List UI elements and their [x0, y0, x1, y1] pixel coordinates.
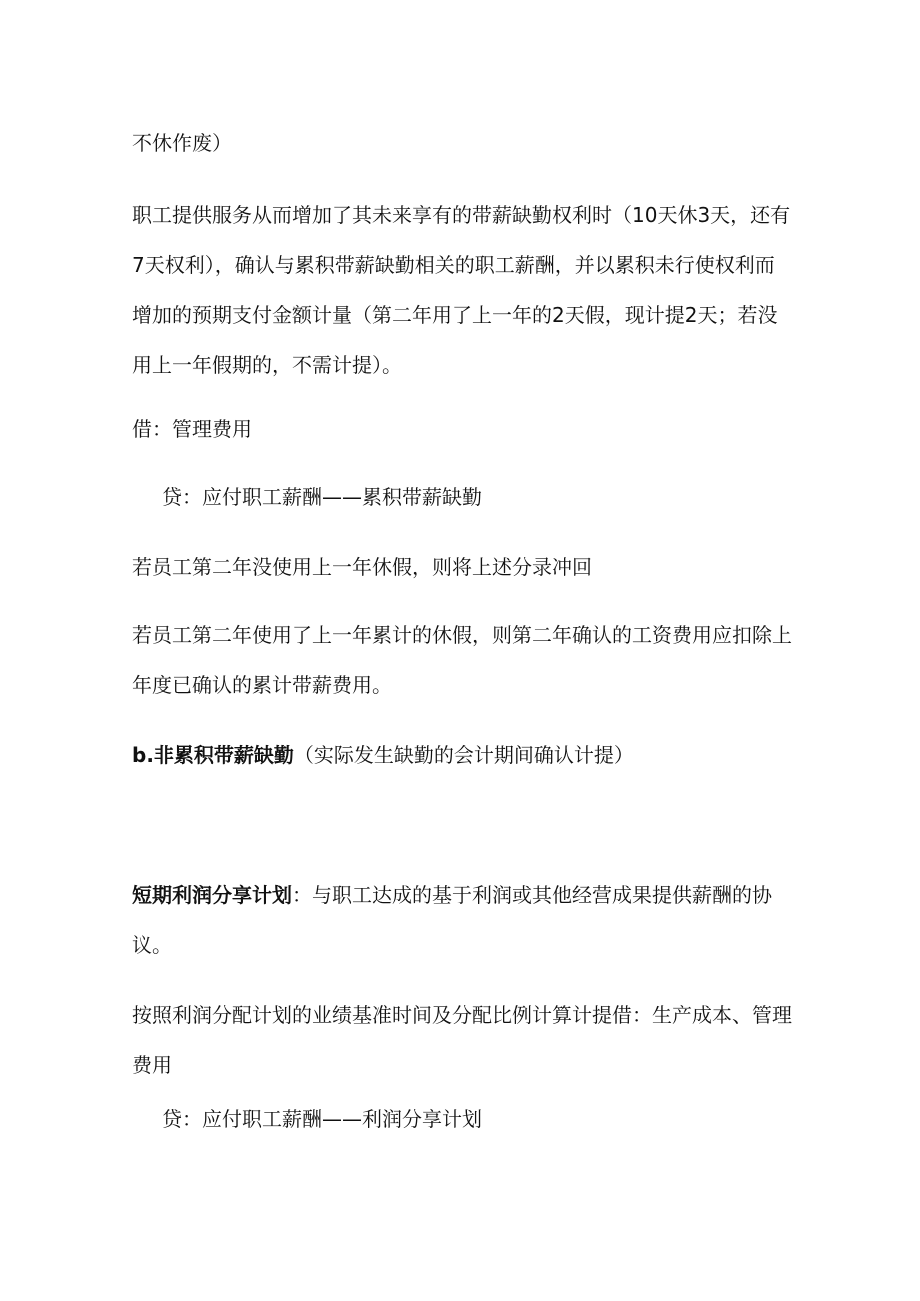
paragraph-profit-sharing-plan [132, 870, 792, 970]
paragraph-debit-admin-expense [132, 404, 792, 454]
paragraph-1 [132, 118, 792, 168]
paragraph-7-text: （实际发生缺勤的会计期间确认计提） [293, 743, 634, 767]
heading-non-accumulated-leave: b.非累积带薪缺勤 [132, 743, 294, 767]
heading-profit-sharing-plan: 短期利润分享计划 [132, 883, 292, 907]
paragraph-8-text: ：与职工达成的基于利润或其他经营成果提供薪酬的协议。 [132, 883, 772, 957]
paragraph-2 [132, 190, 792, 390]
paragraph-1-text: 不休作废） [132, 131, 232, 155]
paragraph-9 [132, 990, 792, 1090]
paragraph-non-accumulated-leave [132, 730, 792, 780]
paragraph-credit-accrued-leave [162, 472, 822, 522]
paragraph-3-text: 借：管理费用 [132, 417, 252, 441]
paragraph-4-text: 贷：应付职工薪酬——累积带薪缺勤 [162, 485, 482, 509]
paragraph-6 [132, 610, 792, 710]
paragraph-5-text: 若员工第二年没使用上一年休假，则将上述分录冲回 [132, 555, 592, 579]
paragraph-credit-profit-sharing [162, 1094, 822, 1144]
paragraph-9-text: 按照利润分配计划的业绩基准时间及分配比例计算计提借：生产成本、管理费用 [132, 1003, 792, 1077]
paragraph-10-text: 贷：应付职工薪酬——利润分享计划 [162, 1107, 482, 1131]
paragraph-2-text: 职工提供服务从而增加了其未来享有的带薪缺勤权利时（10天休3天，还有7天权利），确认与累积带薪缺勤相关的职工薪酬，并以累积未行使权利而增加的预期支付金额计量（第二年用了上一年的2天假，现计提2天；若没用上一年假期的，不需计提）。 [132, 203, 791, 377]
paragraph-6-text: 若员工第二年使用了上一年累计的休假，则第二年确认的工资费用应扣除上年度已确认的累计带薪费用。 [132, 623, 792, 697]
paragraph-5 [132, 542, 792, 592]
